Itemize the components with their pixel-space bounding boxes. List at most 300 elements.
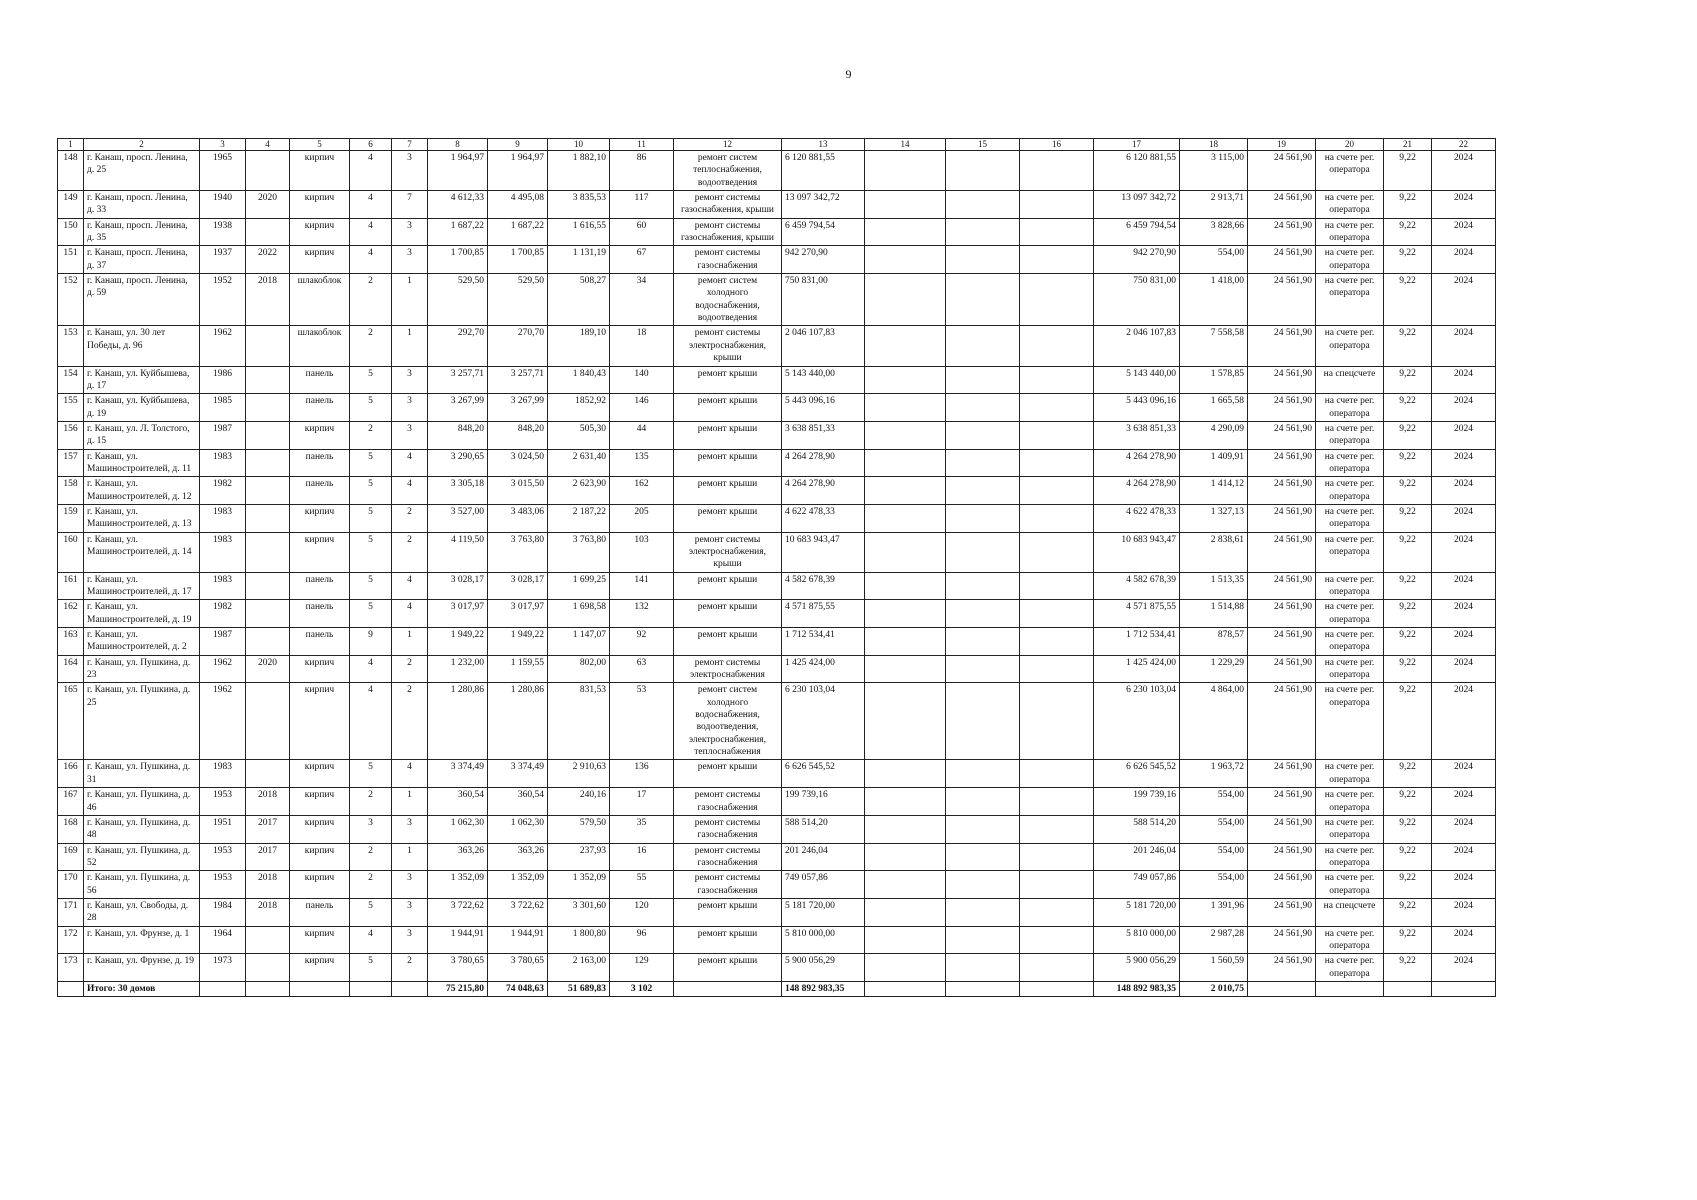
- year-built-cell: 1986: [200, 366, 246, 394]
- year-built-cell: 1938: [200, 218, 246, 246]
- floors-cell: 5: [350, 504, 392, 532]
- year-reconstructed-cell: [246, 628, 290, 656]
- max-cost-per-m2-cell: 24 561,90: [1248, 683, 1316, 760]
- rate-cell: 9,22: [1384, 815, 1432, 843]
- table-row: [58, 218, 1496, 246]
- year-built-cell: 1983: [200, 532, 246, 572]
- owners-funds-cell: 750 831,00: [1094, 274, 1180, 326]
- row-number: 164: [58, 655, 84, 683]
- residential-area-cell: 2 631,40: [548, 449, 610, 477]
- planned-year-cell: 2024: [1432, 191, 1496, 219]
- column-number-header: 22: [1432, 139, 1496, 151]
- total-cost-cell: 199 739,16: [782, 788, 865, 816]
- year-built-cell: 1952: [200, 274, 246, 326]
- table-row: [58, 246, 1496, 274]
- address-cell: г. Канаш, просп. Ленина, д. 25: [84, 151, 200, 191]
- col-15-cell: [946, 981, 1020, 996]
- col-16-cell: [1020, 394, 1094, 422]
- col-16-cell: [1020, 532, 1094, 572]
- col-16-cell: [1020, 788, 1094, 816]
- total-cost-cell: 5 810 000,00: [782, 926, 865, 954]
- residential-area-cell: 2 163,00: [548, 954, 610, 982]
- year-built-cell: [200, 981, 246, 996]
- wall-material-cell: кирпич: [290, 788, 350, 816]
- residents-cell: 63: [610, 655, 674, 683]
- living-area-cell: 3 024,50: [488, 449, 548, 477]
- residential-area-cell: 1 616,55: [548, 218, 610, 246]
- row-number: 167: [58, 788, 84, 816]
- total-cost-cell: 588 514,20: [782, 815, 865, 843]
- planned-year-cell: 2024: [1432, 954, 1496, 982]
- cost-per-m2-cell: 2 010,75: [1180, 981, 1248, 996]
- table-row: [58, 532, 1496, 572]
- row-number: 166: [58, 760, 84, 788]
- residents-cell: 135: [610, 449, 674, 477]
- entrances-cell: 4: [392, 760, 428, 788]
- repair-program-table: [57, 138, 1496, 997]
- floors-cell: 5: [350, 477, 392, 505]
- col-16-cell: [1020, 366, 1094, 394]
- table-row: [58, 815, 1496, 843]
- residents-cell: 53: [610, 683, 674, 760]
- residential-area-cell: 51 689,83: [548, 981, 610, 996]
- col-16-cell: [1020, 151, 1094, 191]
- col-16-cell: [1020, 843, 1094, 871]
- year-built-cell: 1984: [200, 898, 246, 926]
- residents-cell: 35: [610, 815, 674, 843]
- floors-cell: 4: [350, 655, 392, 683]
- living-area-cell: 3 722,62: [488, 898, 548, 926]
- residential-area-cell: 1 800,80: [548, 926, 610, 954]
- repair-works-cell: [674, 981, 782, 996]
- repair-works-cell: ремонт системы газоснабжения, крыши: [674, 191, 782, 219]
- col-14-cell: [865, 218, 946, 246]
- year-reconstructed-cell: [246, 394, 290, 422]
- residents-cell: 60: [610, 218, 674, 246]
- total-area-cell: 3 780,65: [428, 954, 488, 982]
- total-area-cell: 3 722,62: [428, 898, 488, 926]
- max-cost-per-m2-cell: 24 561,90: [1248, 151, 1316, 191]
- year-reconstructed-cell: [246, 954, 290, 982]
- rate-cell: 9,22: [1384, 683, 1432, 760]
- year-reconstructed-cell: [246, 572, 290, 600]
- living-area-cell: 1 062,30: [488, 815, 548, 843]
- year-reconstructed-cell: [246, 421, 290, 449]
- wall-material-cell: кирпич: [290, 191, 350, 219]
- total-cost-cell: 201 246,04: [782, 843, 865, 871]
- table-row: [58, 477, 1496, 505]
- table-row: [58, 274, 1496, 326]
- table-row: [58, 572, 1496, 600]
- address-cell: г. Канаш, ул. Куйбышева, д. 19: [84, 394, 200, 422]
- living-area-cell: 74 048,63: [488, 981, 548, 996]
- planned-year-cell: 2024: [1432, 788, 1496, 816]
- rate-cell: 9,22: [1384, 366, 1432, 394]
- living-area-cell: 1 949,22: [488, 628, 548, 656]
- table-body: [58, 139, 1496, 997]
- col-16-cell: [1020, 981, 1094, 996]
- rate-cell: 9,22: [1384, 274, 1432, 326]
- total-cost-cell: 10 683 943,47: [782, 532, 865, 572]
- max-cost-per-m2-cell: 24 561,90: [1248, 628, 1316, 656]
- rate-cell: 9,22: [1384, 843, 1432, 871]
- living-area-cell: 270,70: [488, 326, 548, 366]
- year-built-cell: 1940: [200, 191, 246, 219]
- rate-cell: 9,22: [1384, 572, 1432, 600]
- entrances-cell: 4: [392, 449, 428, 477]
- planned-year-cell: 2024: [1432, 394, 1496, 422]
- rate-cell: 9,22: [1384, 871, 1432, 899]
- rate-cell: 9,22: [1384, 477, 1432, 505]
- fund-method-cell: на спецсчете: [1316, 366, 1384, 394]
- living-area-cell: 3 028,17: [488, 572, 548, 600]
- table-row: [58, 326, 1496, 366]
- year-reconstructed-cell: [246, 600, 290, 628]
- fund-method-cell: на счете рег. оператора: [1316, 926, 1384, 954]
- rate-cell: 9,22: [1384, 760, 1432, 788]
- cost-per-m2-cell: 554,00: [1180, 871, 1248, 899]
- floors-cell: 4: [350, 926, 392, 954]
- column-number-row: [58, 139, 1496, 151]
- residential-area-cell: 1 882,10: [548, 151, 610, 191]
- table-row: [58, 628, 1496, 656]
- total-cost-cell: 942 270,90: [782, 246, 865, 274]
- rate-cell: 9,22: [1384, 421, 1432, 449]
- address-cell: г. Канаш, ул. Фрунзе, д. 1: [84, 926, 200, 954]
- max-cost-per-m2-cell: 24 561,90: [1248, 572, 1316, 600]
- row-number: 169: [58, 843, 84, 871]
- floors-cell: 5: [350, 366, 392, 394]
- max-cost-per-m2-cell: 24 561,90: [1248, 449, 1316, 477]
- cost-per-m2-cell: 554,00: [1180, 815, 1248, 843]
- address-cell: г. Канаш, ул. Машиностроителей, д. 14: [84, 532, 200, 572]
- col-15-cell: [946, 246, 1020, 274]
- repair-works-cell: ремонт систем холодного водоснабжения, водоотведения: [674, 274, 782, 326]
- col-16-cell: [1020, 218, 1094, 246]
- wall-material-cell: панель: [290, 366, 350, 394]
- floors-cell: 5: [350, 572, 392, 600]
- max-cost-per-m2-cell: 24 561,90: [1248, 366, 1316, 394]
- col-15-cell: [946, 421, 1020, 449]
- fund-method-cell: на счете рег. оператора: [1316, 532, 1384, 572]
- floors-cell: 5: [350, 898, 392, 926]
- planned-year-cell: 2024: [1432, 572, 1496, 600]
- year-built-cell: 1983: [200, 572, 246, 600]
- entrances-cell: 2: [392, 504, 428, 532]
- living-area-cell: 4 495,08: [488, 191, 548, 219]
- year-built-cell: 1983: [200, 504, 246, 532]
- planned-year-cell: 2024: [1432, 926, 1496, 954]
- table-row: [58, 926, 1496, 954]
- max-cost-per-m2-cell: 24 561,90: [1248, 218, 1316, 246]
- wall-material-cell: кирпич: [290, 218, 350, 246]
- repair-works-cell: ремонт системы газоснабжения: [674, 788, 782, 816]
- repair-works-cell: ремонт системы газоснабжения: [674, 246, 782, 274]
- repair-works-cell: ремонт крыши: [674, 954, 782, 982]
- residential-area-cell: 2 910,63: [548, 760, 610, 788]
- wall-material-cell: панель: [290, 572, 350, 600]
- wall-material-cell: кирпич: [290, 815, 350, 843]
- entrances-cell: 1: [392, 274, 428, 326]
- total-cost-cell: 5 143 440,00: [782, 366, 865, 394]
- wall-material-cell: кирпич: [290, 421, 350, 449]
- col-14-cell: [865, 477, 946, 505]
- column-number-header: 15: [946, 139, 1020, 151]
- col-15-cell: [946, 683, 1020, 760]
- rate-cell: 9,22: [1384, 600, 1432, 628]
- planned-year-cell: 2024: [1432, 843, 1496, 871]
- rate-cell: 9,22: [1384, 788, 1432, 816]
- year-reconstructed-cell: 2018: [246, 871, 290, 899]
- row-number: 150: [58, 218, 84, 246]
- total-area-cell: 529,50: [428, 274, 488, 326]
- residential-area-cell: 1 698,58: [548, 600, 610, 628]
- total-cost-cell: 750 831,00: [782, 274, 865, 326]
- repair-works-cell: ремонт крыши: [674, 572, 782, 600]
- rate-cell: 9,22: [1384, 954, 1432, 982]
- wall-material-cell: кирпич: [290, 683, 350, 760]
- total-area-cell: 75 215,80: [428, 981, 488, 996]
- rate-cell: 9,22: [1384, 191, 1432, 219]
- max-cost-per-m2-cell: 24 561,90: [1248, 394, 1316, 422]
- total-area-cell: 1 687,22: [428, 218, 488, 246]
- table-row: [58, 449, 1496, 477]
- repair-works-cell: ремонт системы газоснабжения: [674, 843, 782, 871]
- owners-funds-cell: 201 246,04: [1094, 843, 1180, 871]
- year-built-cell: 1953: [200, 871, 246, 899]
- cost-per-m2-cell: 7 558,58: [1180, 326, 1248, 366]
- residential-area-cell: 1 131,19: [548, 246, 610, 274]
- entrances-cell: 1: [392, 788, 428, 816]
- total-area-cell: 360,54: [428, 788, 488, 816]
- row-number: 159: [58, 504, 84, 532]
- floors-cell: 4: [350, 151, 392, 191]
- fund-method-cell: на счете рег. оператора: [1316, 421, 1384, 449]
- year-reconstructed-cell: [246, 926, 290, 954]
- cost-per-m2-cell: 1 514,88: [1180, 600, 1248, 628]
- year-reconstructed-cell: 2018: [246, 898, 290, 926]
- col-16-cell: [1020, 449, 1094, 477]
- residents-cell: 132: [610, 600, 674, 628]
- entrances-cell: 3: [392, 421, 428, 449]
- residential-area-cell: 1 352,09: [548, 871, 610, 899]
- living-area-cell: 1 700,85: [488, 246, 548, 274]
- col-15-cell: [946, 600, 1020, 628]
- floors-cell: 4: [350, 218, 392, 246]
- planned-year-cell: 2024: [1432, 274, 1496, 326]
- col-15-cell: [946, 843, 1020, 871]
- owners-funds-cell: 4 571 875,55: [1094, 600, 1180, 628]
- residents-cell: 162: [610, 477, 674, 505]
- wall-material-cell: кирпич: [290, 151, 350, 191]
- table-row: [58, 898, 1496, 926]
- fund-method-cell: на счете рег. оператора: [1316, 449, 1384, 477]
- total-area-cell: 3 028,17: [428, 572, 488, 600]
- living-area-cell: 1 280,86: [488, 683, 548, 760]
- col-14-cell: [865, 815, 946, 843]
- owners-funds-cell: 749 057,86: [1094, 871, 1180, 899]
- repair-works-cell: ремонт системы газоснабжения: [674, 871, 782, 899]
- year-reconstructed-cell: [246, 218, 290, 246]
- total-area-cell: 3 527,00: [428, 504, 488, 532]
- year-built-cell: 1962: [200, 326, 246, 366]
- col-15-cell: [946, 788, 1020, 816]
- row-number: 149: [58, 191, 84, 219]
- table-row: [58, 600, 1496, 628]
- floors-cell: 5: [350, 954, 392, 982]
- year-reconstructed-cell: [246, 532, 290, 572]
- col-16-cell: [1020, 898, 1094, 926]
- fund-method-cell: на счете рег. оператора: [1316, 760, 1384, 788]
- wall-material-cell: кирпич: [290, 760, 350, 788]
- planned-year-cell: 2024: [1432, 326, 1496, 366]
- total-cost-cell: 5 181 720,00: [782, 898, 865, 926]
- year-built-cell: 1983: [200, 449, 246, 477]
- entrances-cell: 3: [392, 246, 428, 274]
- address-cell: г. Канаш, ул. Машиностроителей, д. 11: [84, 449, 200, 477]
- column-number-header: 19: [1248, 139, 1316, 151]
- col-16-cell: [1020, 760, 1094, 788]
- col-14-cell: [865, 954, 946, 982]
- address-cell: г. Канаш, ул. Машиностроителей, д. 17: [84, 572, 200, 600]
- entrances-cell: 3: [392, 394, 428, 422]
- floors-cell: 2: [350, 274, 392, 326]
- owners-funds-cell: 5 810 000,00: [1094, 926, 1180, 954]
- address-cell: г. Канаш, ул. Пушкина, д. 23: [84, 655, 200, 683]
- col-16-cell: [1020, 926, 1094, 954]
- rate-cell: 9,22: [1384, 449, 1432, 477]
- fund-method-cell: на счете рег. оператора: [1316, 394, 1384, 422]
- planned-year-cell: 2024: [1432, 504, 1496, 532]
- row-number: 148: [58, 151, 84, 191]
- repair-works-cell: ремонт системы газоснабжения: [674, 815, 782, 843]
- wall-material-cell: кирпич: [290, 246, 350, 274]
- total-cost-cell: 1 425 424,00: [782, 655, 865, 683]
- total-cost-cell: 4 264 278,90: [782, 477, 865, 505]
- address-cell: г. Канаш, ул. Машиностроителей, д. 2: [84, 628, 200, 656]
- year-built-cell: 1987: [200, 421, 246, 449]
- living-area-cell: 1 352,09: [488, 871, 548, 899]
- owners-funds-cell: 5 443 096,16: [1094, 394, 1180, 422]
- cost-per-m2-cell: 1 513,35: [1180, 572, 1248, 600]
- row-number: 158: [58, 477, 84, 505]
- col-16-cell: [1020, 815, 1094, 843]
- column-number-header: 8: [428, 139, 488, 151]
- col-14-cell: [865, 683, 946, 760]
- planned-year-cell: 2024: [1432, 871, 1496, 899]
- col-16-cell: [1020, 421, 1094, 449]
- col-15-cell: [946, 191, 1020, 219]
- total-row: [58, 981, 1496, 996]
- repair-works-cell: ремонт крыши: [674, 421, 782, 449]
- repair-works-cell: ремонт систем холодного водоснабжения, водоотведения, электроснабжения, теплоснабжения: [674, 683, 782, 760]
- residents-cell: 44: [610, 421, 674, 449]
- residential-area-cell: 3 763,80: [548, 532, 610, 572]
- total-area-cell: 3 267,99: [428, 394, 488, 422]
- col-14-cell: [865, 843, 946, 871]
- col-14-cell: [865, 655, 946, 683]
- wall-material-cell: кирпич: [290, 871, 350, 899]
- col-15-cell: [946, 532, 1020, 572]
- column-number-header: 10: [548, 139, 610, 151]
- planned-year-cell: 2024: [1432, 760, 1496, 788]
- living-area-cell: 3 763,80: [488, 532, 548, 572]
- repair-works-cell: ремонт крыши: [674, 600, 782, 628]
- year-reconstructed-cell: 2017: [246, 815, 290, 843]
- planned-year-cell: 2024: [1432, 815, 1496, 843]
- entrances-cell: 2: [392, 655, 428, 683]
- entrances-cell: 2: [392, 532, 428, 572]
- col-14-cell: [865, 788, 946, 816]
- owners-funds-cell: 2 046 107,83: [1094, 326, 1180, 366]
- floors-cell: 5: [350, 760, 392, 788]
- residents-cell: 140: [610, 366, 674, 394]
- column-number-header: 4: [246, 139, 290, 151]
- owners-funds-cell: 942 270,90: [1094, 246, 1180, 274]
- total-area-cell: 3 017,97: [428, 600, 488, 628]
- planned-year-cell: 2024: [1432, 600, 1496, 628]
- table-row: [58, 843, 1496, 871]
- residential-area-cell: 189,10: [548, 326, 610, 366]
- total-cost-cell: 6 626 545,52: [782, 760, 865, 788]
- fund-method-cell: на счете рег. оператора: [1316, 504, 1384, 532]
- living-area-cell: 3 267,99: [488, 394, 548, 422]
- col-14-cell: [865, 532, 946, 572]
- year-built-cell: 1962: [200, 655, 246, 683]
- total-area-cell: 1 062,30: [428, 815, 488, 843]
- residents-cell: 103: [610, 532, 674, 572]
- column-number-header: 5: [290, 139, 350, 151]
- wall-material-cell: кирпич: [290, 926, 350, 954]
- row-number: [58, 981, 84, 996]
- total-cost-cell: 4 571 875,55: [782, 600, 865, 628]
- year-reconstructed-cell: [246, 449, 290, 477]
- wall-material-cell: кирпич: [290, 954, 350, 982]
- year-reconstructed-cell: [246, 760, 290, 788]
- total-cost-cell: 13 097 342,72: [782, 191, 865, 219]
- total-cost-cell: 4 622 478,33: [782, 504, 865, 532]
- wall-material-cell: кирпич: [290, 655, 350, 683]
- address-cell: г. Канаш, ул. Л. Толстого, д. 15: [84, 421, 200, 449]
- total-area-cell: 3 257,71: [428, 366, 488, 394]
- planned-year-cell: 2024: [1432, 898, 1496, 926]
- col-15-cell: [946, 394, 1020, 422]
- row-number: 153: [58, 326, 84, 366]
- row-number: 165: [58, 683, 84, 760]
- col-16-cell: [1020, 191, 1094, 219]
- owners-funds-cell: 4 264 278,90: [1094, 477, 1180, 505]
- rate-cell: 9,22: [1384, 926, 1432, 954]
- col-14-cell: [865, 421, 946, 449]
- rate-cell: 9,22: [1384, 151, 1432, 191]
- living-area-cell: 3 374,49: [488, 760, 548, 788]
- col-15-cell: [946, 815, 1020, 843]
- total-cost-cell: 4 264 278,90: [782, 449, 865, 477]
- living-area-cell: 1 159,55: [488, 655, 548, 683]
- max-cost-per-m2-cell: 24 561,90: [1248, 815, 1316, 843]
- row-number: 160: [58, 532, 84, 572]
- cost-per-m2-cell: 1 578,85: [1180, 366, 1248, 394]
- column-number-header: 20: [1316, 139, 1384, 151]
- cost-per-m2-cell: 1 414,12: [1180, 477, 1248, 505]
- year-built-cell: 1973: [200, 954, 246, 982]
- col-15-cell: [946, 628, 1020, 656]
- residents-cell: 18: [610, 326, 674, 366]
- table-row: [58, 366, 1496, 394]
- max-cost-per-m2-cell: 24 561,90: [1248, 843, 1316, 871]
- year-built-cell: 1951: [200, 815, 246, 843]
- cost-per-m2-cell: 2 987,28: [1180, 926, 1248, 954]
